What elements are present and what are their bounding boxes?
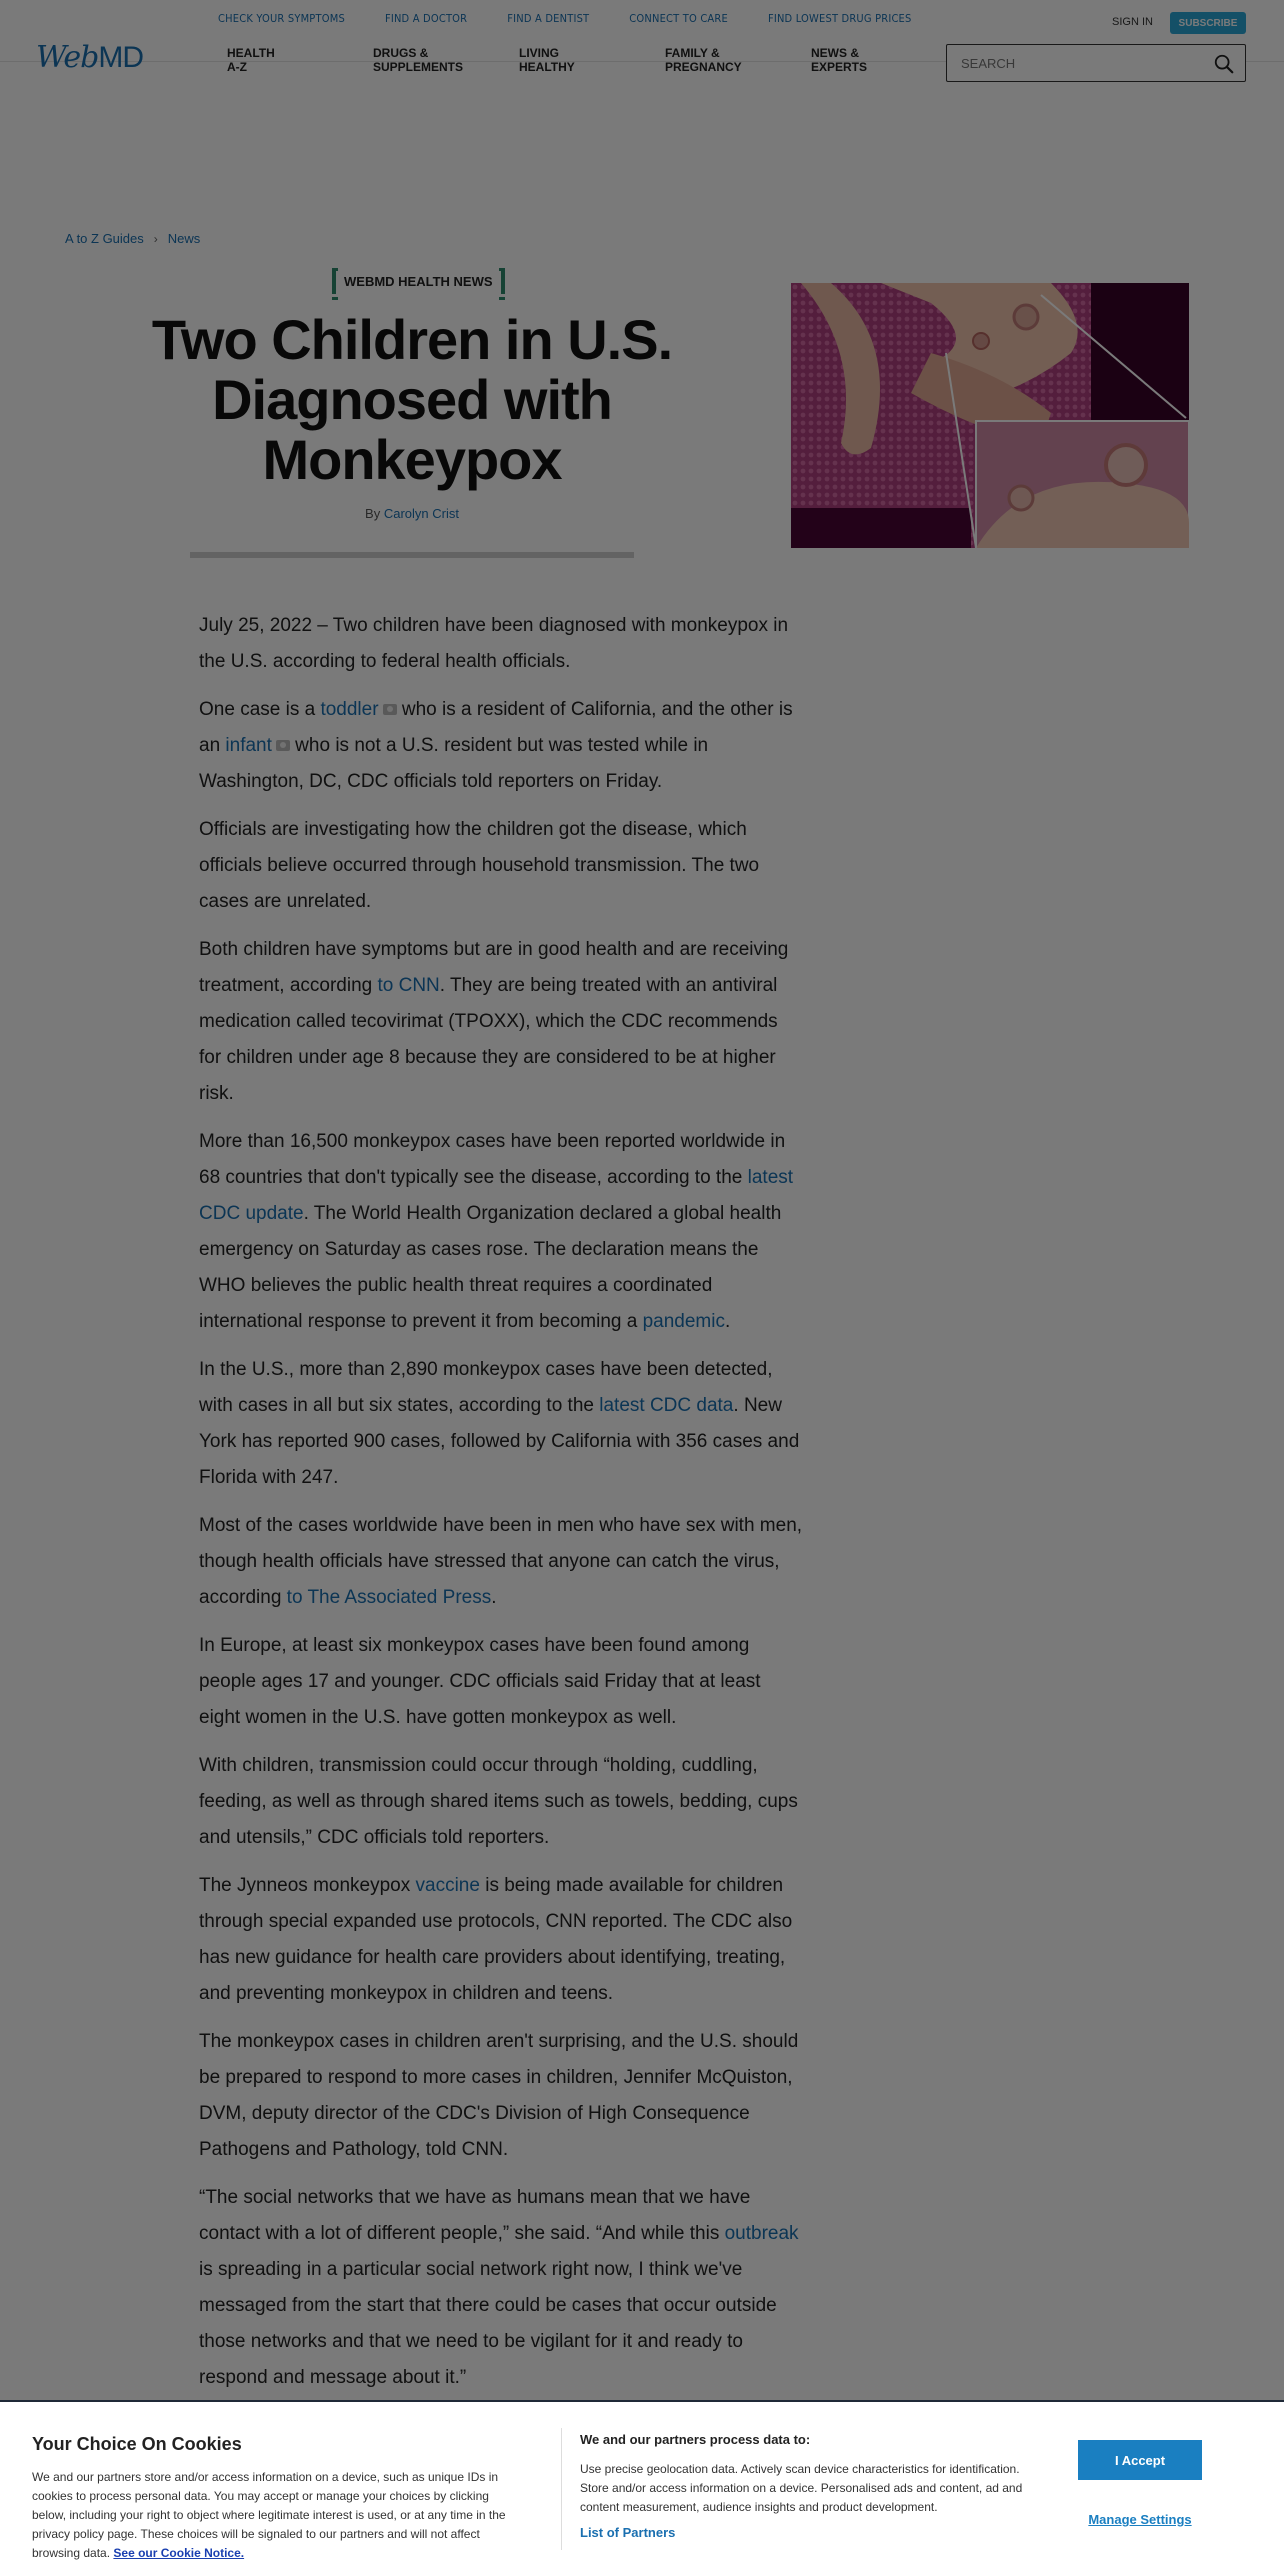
list-of-partners-link[interactable]: List of Partners xyxy=(580,2525,676,2540)
process-text: Use precise geolocation data. Actively scan device characteristics for identification. Store and/or access information on a device. Personalised ads and content, ad and content measurement, audience insights and product development. xyxy=(580,2462,1023,2514)
cookie-notice-link[interactable]: See our Cookie Notice. xyxy=(113,2546,245,2560)
process-title: We and our partners process data to: xyxy=(580,2432,811,2447)
cookie-divider xyxy=(561,2428,562,2550)
cookie-text: We and our partners store and/or access information on a device, such as unique IDs in cookies to process personal data. You may accept or manage your choices by clicking below, including your right to object where legitimate interest is used, or at any time in the privacy policy page. These choices will be signaled to our partners and will not affect browsing data. See our Cookie Notice. xyxy=(32,2470,506,2560)
manage-settings-button[interactable]: Manage Settings xyxy=(1078,2512,1202,2527)
cookie-banner xyxy=(0,2400,1284,2568)
cookie-title: Your Choice On Cookies xyxy=(32,2434,242,2454)
accept-cookies-button[interactable]: I Accept xyxy=(1078,2440,1202,2480)
